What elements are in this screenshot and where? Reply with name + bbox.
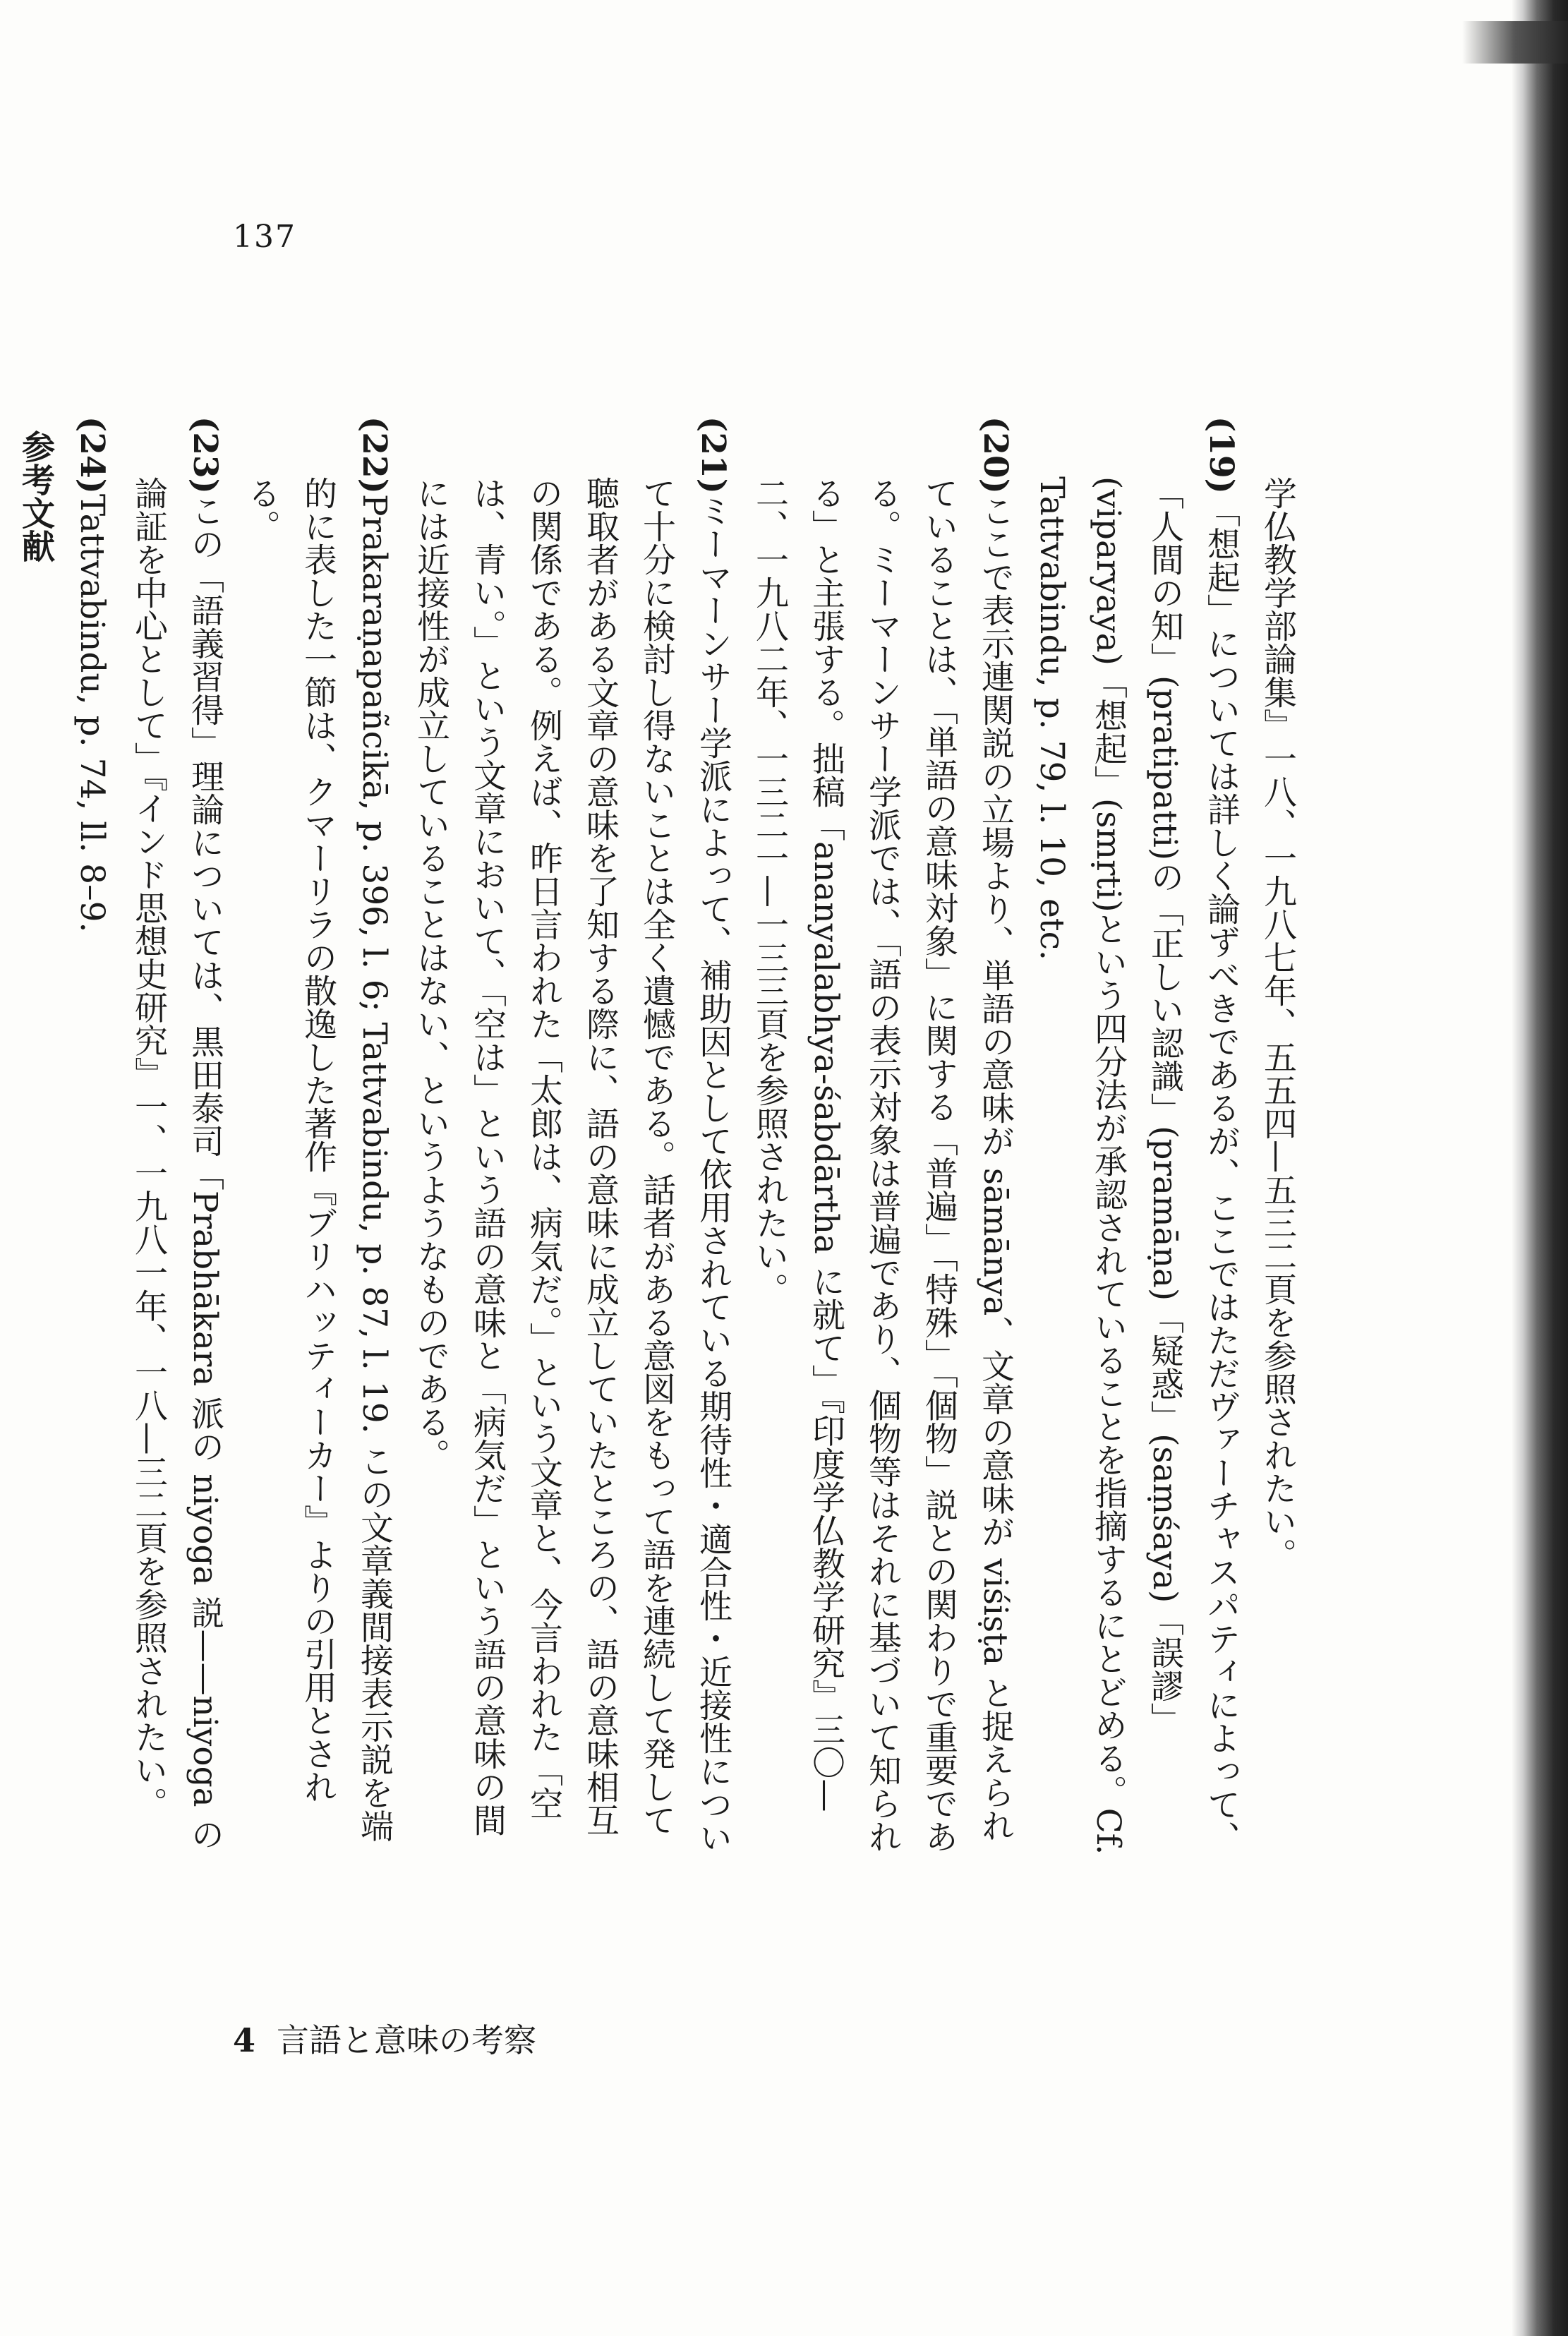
note-20 [741, 416, 1023, 1863]
note-number: (21) [694, 416, 732, 494]
running-footer [233, 2015, 536, 2061]
note-number: (23) [186, 416, 224, 494]
note-21 [402, 416, 741, 1863]
note-19 [1023, 416, 1249, 1863]
binding-edge-top-shadow [1462, 21, 1568, 64]
note-22 [233, 416, 402, 1863]
note-number: (20) [976, 416, 1015, 494]
note-23 [120, 416, 233, 1863]
references-heading: 参考文献 [16, 429, 55, 562]
note-text: Tattvabindu, p. 74, ll. 8–9. [73, 493, 111, 933]
page-number: 137 [233, 219, 296, 255]
note-text: この「語義習得」理論については、黒田泰司「Prabhākara 派の niyoga 説——niyoga の論証を中心として」『インド思想史研究』一、一九八一年、一八—三二頁を参照されたい。 [129, 476, 224, 1851]
notes-text-block [16, 416, 1305, 1863]
note-24 [64, 416, 120, 1863]
note-text: ミーマーンサー学派によって、補助因として依用されている期待性・適合性・近接性について十分に検討し得ないことは全く遺憾である。話者がある意図をもって語を連続して発して聴取者がある文章の意味を了知する際に、語の意味に成立していたところの、語の意味相互の関係である。例えば、昨日言われた「太郎は、病気だ。」という文章と、今言われた「空は、青い。」という文章において、「空は」という語の意味と「病気だ」という語の意味の間には近接性が成立していることはない、というようなものである。 [411, 476, 732, 1854]
chapter-title: 言語と意味の考察 [277, 2021, 537, 2059]
note-text: ここで表示連関説の立場より、単語の意味が sāmānya、文章の意味が viśiṣṭa と捉えられていることは、「単語の意味対象」に関する「普遍」「特殊」「個物」説との関わりで重要である。ミーマーンサー学派では、「語の表示対象は普遍であり、個物等はそれに基づいて知られる」と主張する。拙稿「ananyalabhya-śabdārtha に就て」『印度学仏教学研究』三〇—二、一九八二年、一三二一—一三三頁を参照されたい。 [750, 476, 1015, 1853]
note-number: (24) [73, 416, 111, 494]
note-text: Prakaraṇapañcikā, p. 396, l. 6; Tattvabindu, p. 87, l. 19. この文章義間接表示説を端的に表した一節は、クマーリラの散逸した著作『ブリハッティーカー』よりの引用とされる。 [242, 476, 394, 1843]
note-number: (22) [355, 416, 394, 494]
note-number: (19) [1202, 416, 1241, 494]
chapter-number: 4 [233, 2021, 256, 2059]
binding-edge-shadow [1512, 0, 1568, 2336]
note-continuation: 学仏教学部論集』一八、一九八七年、五五四—五三二頁を参照されたい。 [1258, 476, 1297, 1571]
note-text: 「想起」については詳しく論ずべきであるが、ここではただヴァーチャスパティによって、「人間の知」(pratipatti)の「正しい認識」(pramāṇa)「疑惑」(saṃśaya)「誤謬」(viparyaya)「想起」(smṛti)という四分法が承認されていることを指摘するにとどめる。Cf. Tattvabindu, p. 79, l. 10, etc. [1032, 476, 1241, 1855]
